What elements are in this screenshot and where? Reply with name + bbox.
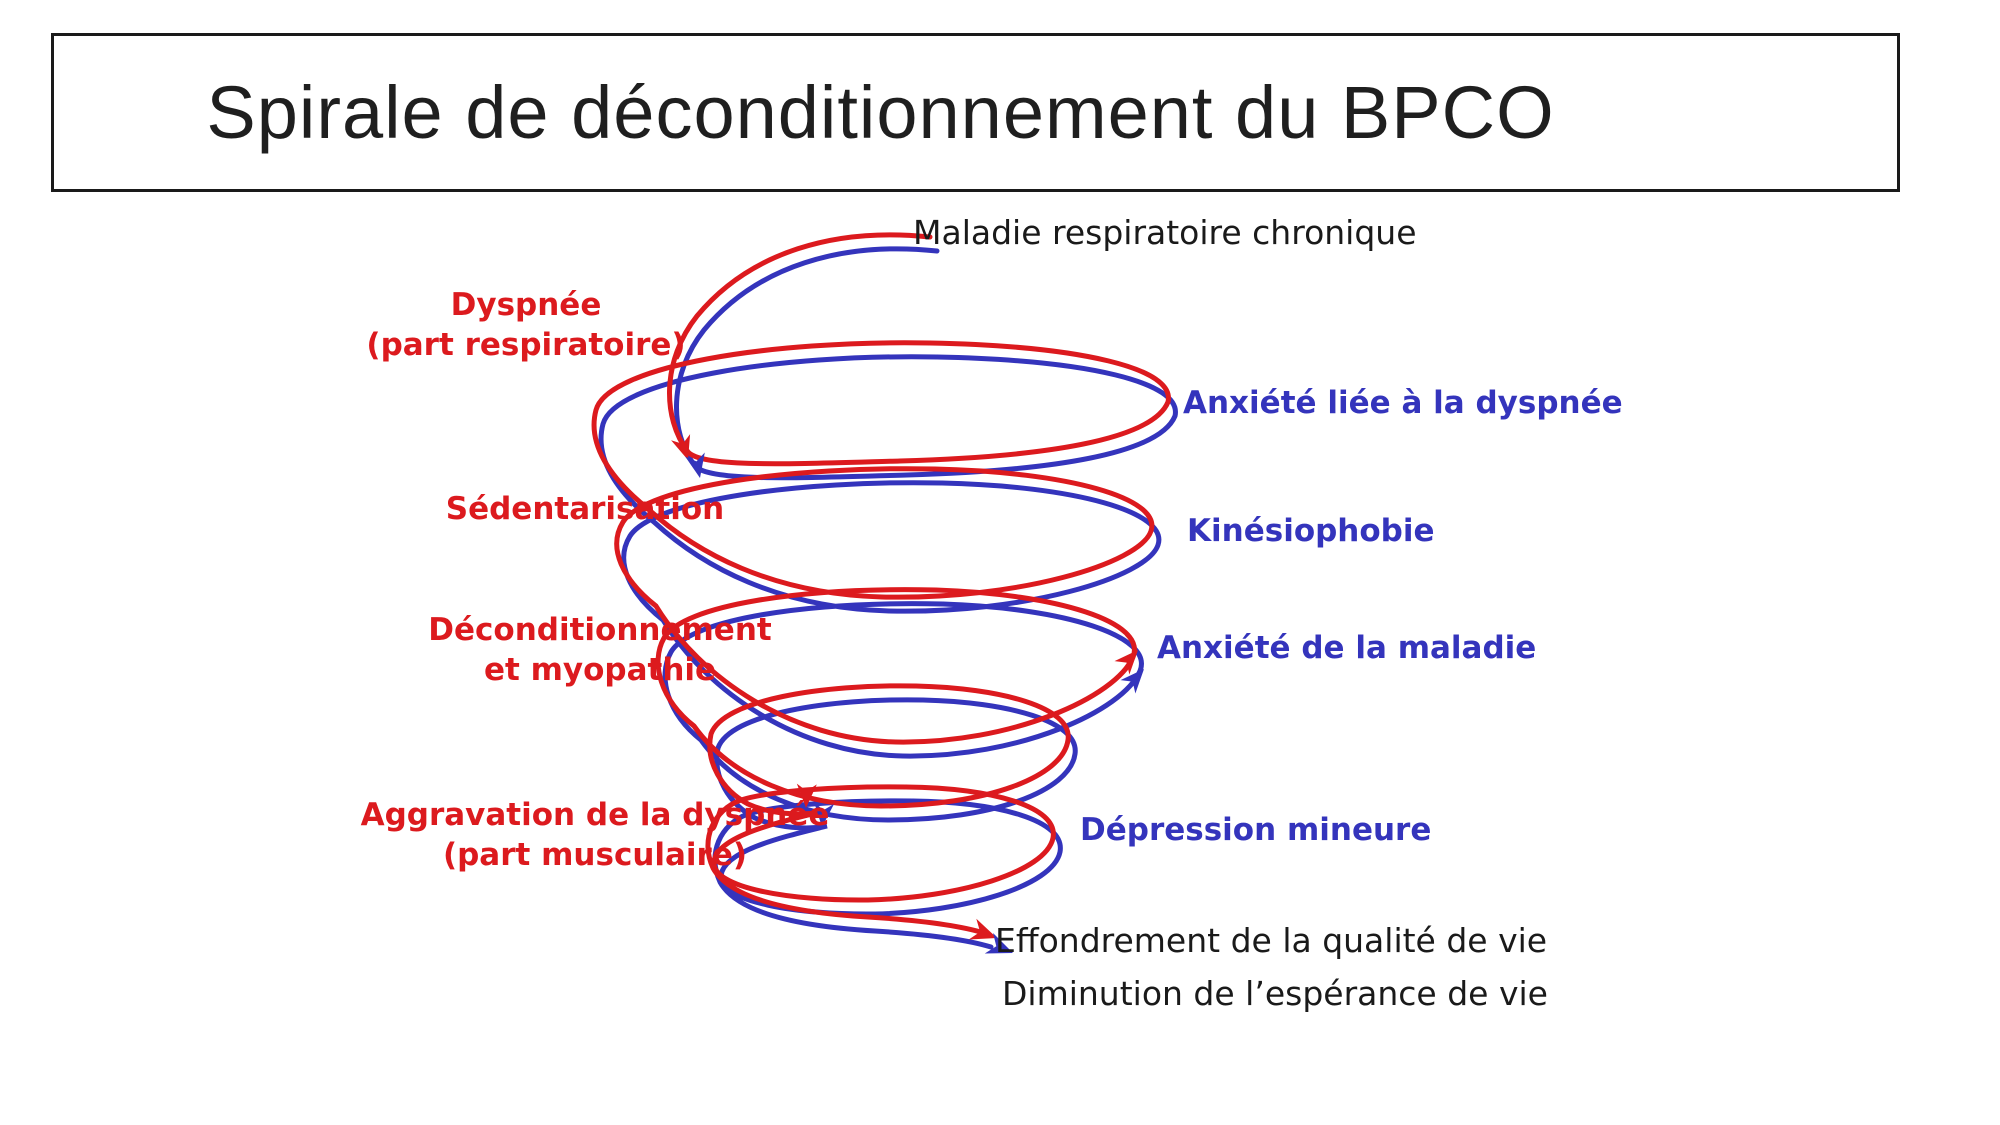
label-dyspnee [366, 286, 685, 365]
slide-title: Spirale de déconditionnement du BPCO [206, 71, 1555, 154]
label-aggravation [361, 796, 830, 875]
label-anxiete-maladie: Anxiété de la maladie [1157, 630, 1537, 666]
label-dyspnee-line2: (part respiratoire) [366, 326, 686, 363]
label-aggravation-line1: Aggravation de la dyspnée [360, 797, 830, 833]
label-kinesiophobie: Kinésiophobie [1187, 513, 1435, 549]
label-diminution: Diminution de l’espérance de vie [1002, 974, 1548, 1013]
down-arrowhead-red-1 [671, 434, 697, 463]
label-deconditionnement-line2: et myopathie [483, 651, 717, 688]
label-deconditionnement-line1: Déconditionnement [428, 612, 772, 648]
label-deconditionnement [428, 611, 771, 690]
label-aggravation-line2: (part musculaire) [442, 836, 748, 873]
label-sedentarisation [446, 490, 724, 530]
label-anxiete-dyspnee: Anxiété liée à la dyspnée [1183, 385, 1623, 421]
label-sedentarisation-line1: Sédentarisation [445, 491, 725, 527]
label-depression-mineure: Dépression mineure [1080, 812, 1432, 848]
label-effondrement: Effondrement de la qualité de vie [995, 921, 1548, 960]
label-maladie-respiratoire: Maladie respiratoire chronique [913, 213, 1417, 252]
label-dyspnee-line1: Dyspnée [450, 287, 602, 323]
